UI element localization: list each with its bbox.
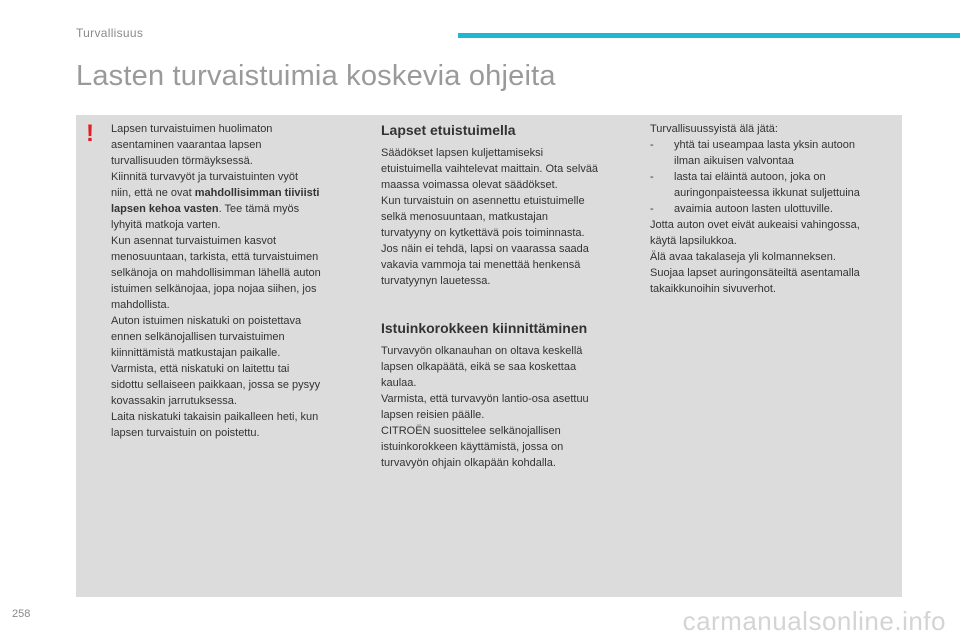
- emphasis-text: mahdollisimman tiiviisti: [194, 187, 320, 199]
- text-line: Laita niskatuki takaisin paikalleen heti, kun: [111, 411, 319, 423]
- text-line: avaimia autoon lasten ulottuville.: [674, 203, 833, 215]
- text-run: . Tee tämä myös: [218, 203, 300, 215]
- text-line: sidottu sellaiseen paikkaan, jossa se pysyy: [111, 379, 321, 391]
- header-accent-bar: [458, 33, 960, 38]
- text-line: Turvavyön olkanauhan on oltava keskellä: [381, 345, 583, 357]
- text-line: ilman aikuisen valvontaa: [674, 155, 794, 167]
- text-line: turvallisuuden törmäyksessä.: [111, 155, 253, 167]
- text-line: vakavia vammoja tai menettää henkensä: [381, 259, 581, 271]
- text-line: kovassakin jarrutuksessa.: [111, 395, 237, 407]
- emphasis-text: lapsen kehoa vasten: [111, 203, 219, 215]
- text-line: Turvallisuussyistä älä jätä:: [650, 123, 778, 135]
- text-line: Varmista, että turvavyön lantio-osa asettuu: [381, 393, 589, 405]
- warning-icon: !: [86, 120, 94, 147]
- watermark: carmanualsonline.info: [682, 606, 946, 636]
- text-line: mahdollista.: [111, 299, 170, 311]
- text-line: etuistuimella vaihtelevat maittain. Ota selvää: [381, 163, 599, 175]
- section-label: Turvallisuus: [76, 26, 144, 40]
- text-line: käytä lapsilukkoa.: [650, 235, 737, 247]
- list-item: [650, 137, 895, 169]
- dash-marker: -: [650, 203, 654, 215]
- text-line: Lapsen turvaistuimen huolimaton: [111, 123, 273, 135]
- text-line: Auton istuimen niskatuki on poistettava: [111, 315, 302, 327]
- text-line: Älä avaa takalaseja yli kolmanneksen.: [650, 251, 836, 263]
- text-run: niin, että ne ovat: [111, 187, 195, 199]
- text-line: lasta tai eläintä autoon, joka on: [674, 171, 826, 183]
- safety-column: [650, 121, 895, 297]
- text-line: kiinnittämistä matkustajan paikalle.: [111, 347, 281, 359]
- warning-column: [111, 121, 351, 441]
- text-line: selkä menosuuntaan, matkustajan: [381, 211, 548, 223]
- text-line: yhtä tai useampaa lasta yksin autoon: [674, 139, 856, 151]
- text-line: istuimen selkänojaa, jopa nojaa siihen, jos: [111, 283, 317, 295]
- text-line: lapsen reisien päälle.: [381, 409, 485, 421]
- dash-marker: -: [650, 171, 654, 183]
- text-line: selkänoja on mahdollisimman lähellä auton: [111, 267, 321, 279]
- text-line: Jos näin ei tehdä, lapsi on vaarassa saada: [381, 243, 589, 255]
- text-line: Säädökset lapsen kuljettamiseksi: [381, 147, 544, 159]
- text-line: Varmista, että niskatuki on laitettu tai: [111, 363, 290, 375]
- section-heading-booster-seat: Istuinkorokkeen kiinnittäminen: [381, 320, 588, 336]
- text-line: Jotta auton ovet eivät aukeaisi vahingossa,: [650, 219, 860, 231]
- safety-list: [650, 137, 895, 217]
- text-line: kaulaa.: [381, 377, 417, 389]
- text-line: turvatyynyn lauetessa.: [381, 275, 491, 287]
- list-item: [650, 201, 895, 217]
- text-line: Kun turvaistuin on asennettu etuistuimelle: [381, 195, 585, 207]
- dash-marker: -: [650, 139, 654, 151]
- text-line: CITROËN suosittelee selkänojallisen: [381, 425, 561, 437]
- text-line: takaikkunoihin sivuverhot.: [650, 283, 776, 295]
- text-line: istuinkorokkeen käyttämistä, jossa on: [381, 441, 564, 453]
- text-line: [111, 185, 351, 201]
- text-line: [111, 201, 351, 217]
- text-line: lyhyitä matkoja varten.: [111, 219, 221, 231]
- list-item: [650, 169, 895, 201]
- front-seat-column: [381, 121, 627, 471]
- text-line: Suojaa lapset auringonsäteiltä asentamalla: [650, 267, 860, 279]
- text-line: turvavyön ohjain olkapään kohdalla.: [381, 457, 556, 469]
- text-line: lapsen turvaistuin on poistettu.: [111, 427, 260, 439]
- section-heading-front-seat: Lapset etuistuimella: [381, 122, 516, 138]
- text-line: Kiinnitä turvavyöt ja turvaistuinten vyöt: [111, 171, 299, 183]
- text-line: turvatyyny on kytkettävä pois toiminnasta.: [381, 227, 585, 239]
- text-line: ennen selkänojallisen turvaistuimen: [111, 331, 285, 343]
- text-line: asentaminen vaarantaa lapsen: [111, 139, 262, 151]
- text-line: menosuuntaan, tarkista, että turvaistuimen: [111, 251, 319, 263]
- page-title: Lasten turvaistuimia koskevia ohjeita: [76, 60, 556, 92]
- text-line: auringonpaisteessa ikkunat suljettuina: [674, 187, 860, 199]
- text-line: lapsen olkapäätä, eikä se saa koskettaa: [381, 361, 577, 373]
- text-line: Kun asennat turvaistuimen kasvot: [111, 235, 277, 247]
- page-number: 258: [12, 608, 31, 620]
- text-line: maassa voimassa olevat säädökset.: [381, 179, 558, 191]
